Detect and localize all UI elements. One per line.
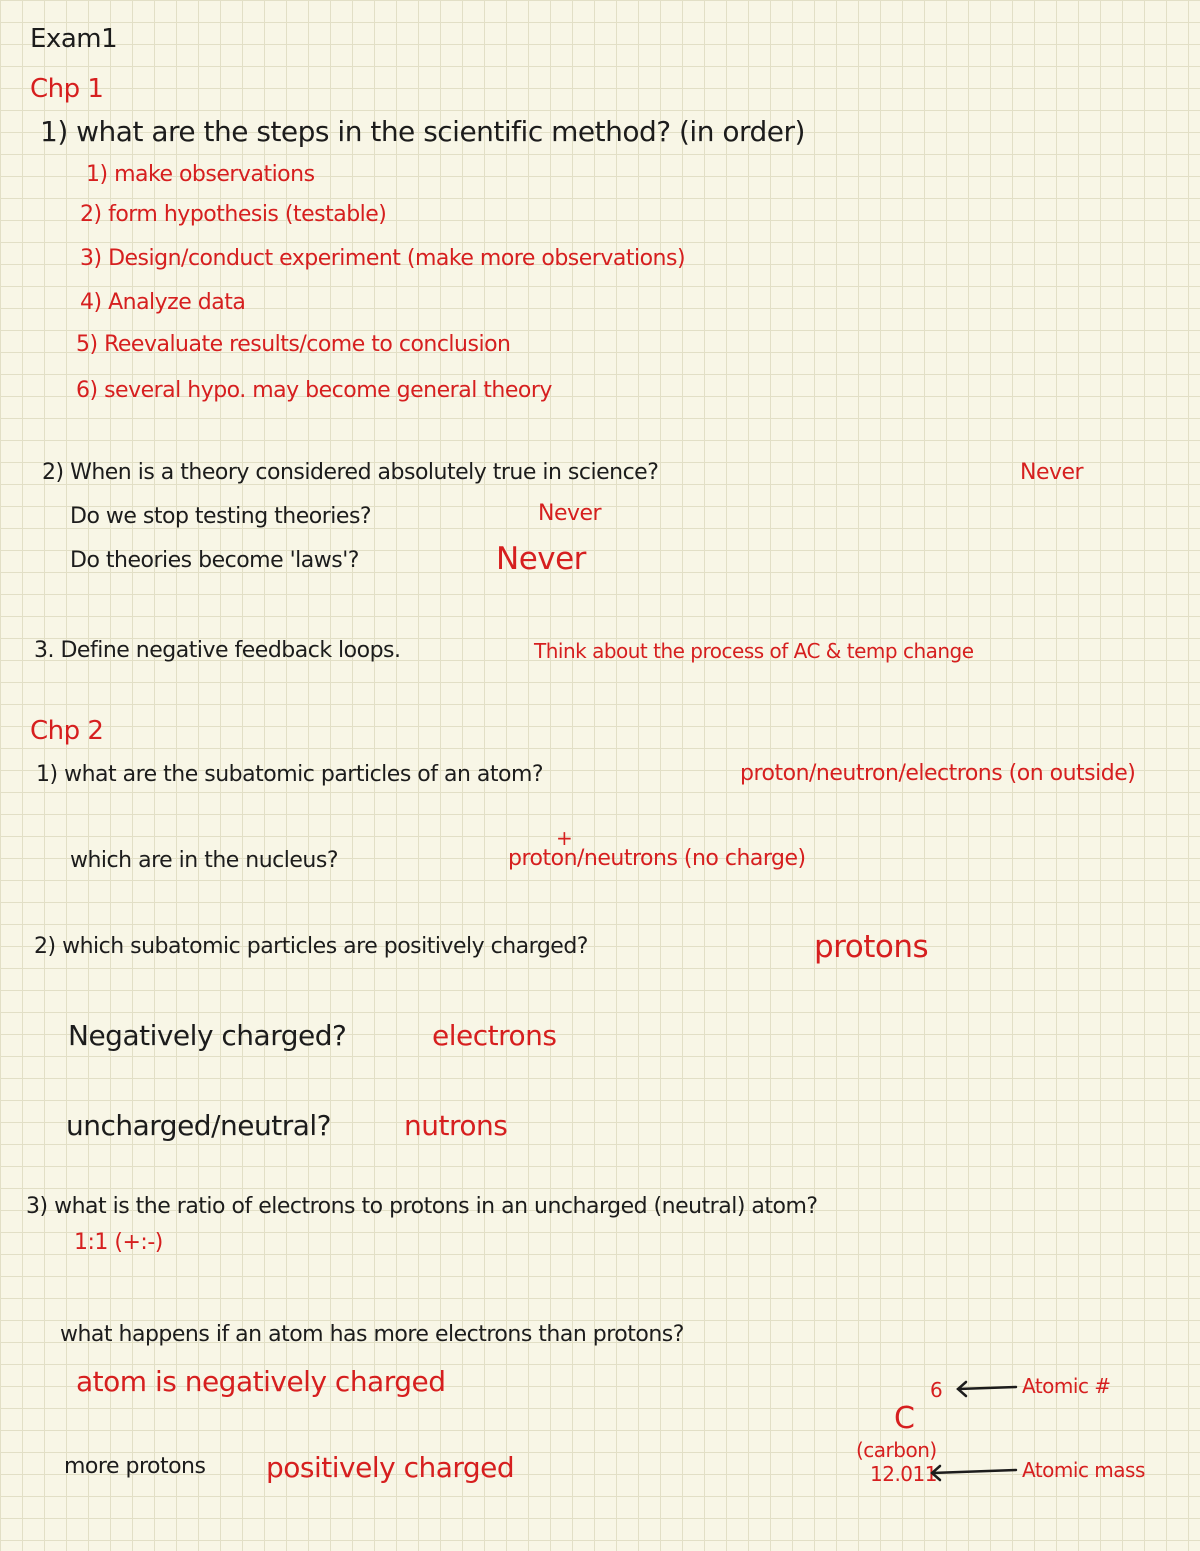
chp1-answer-2b: Never — [538, 501, 602, 526]
chp1-question-2c: Do theories become 'laws'? — [70, 548, 359, 573]
chp1-q1-step: 5) Reevaluate results/come to conclusion — [76, 332, 511, 357]
chp2-question-3: 3) what is the ratio of electrons to protons in an uncharged (neutral) atom? — [26, 1194, 818, 1219]
chp2-question-1: 1) what are the subatomic particles of an atom? — [36, 762, 544, 787]
chp1-q1-step: 4) Analyze data — [80, 290, 246, 315]
chp1-question-2: 2) When is a theory considered absolutely true in science? — [42, 460, 659, 485]
chp2-question-3b: what happens if an atom has more electrons than protons? — [60, 1322, 684, 1347]
chp1-question-1: 1) what are the steps in the scientific method? (in order) — [40, 115, 805, 148]
chp1-question-2b: Do we stop testing theories? — [70, 504, 372, 529]
chp2-answer-1: proton/neutron/electrons (on outside) — [740, 763, 1136, 785]
chp1-q1-step: 2) form hypothesis (testable) — [80, 202, 387, 227]
atomic-mass-label: Atomic mass — [1022, 1458, 1145, 1482]
chp2-answer-2c: nutrons — [404, 1109, 508, 1142]
chp2-question-2: 2) which subatomic particles are positively charged? — [34, 934, 588, 959]
chp1-answer-2: Never — [1020, 460, 1084, 485]
element-symbol: C — [894, 1401, 915, 1436]
chp2-answer-2b: electrons — [432, 1019, 557, 1052]
chp2-answer-3: 1:1 (+:-) — [74, 1230, 163, 1255]
chp2-answer-1b: proton/neutrons (no charge) — [508, 846, 806, 871]
element-name: (carbon) — [856, 1438, 937, 1462]
page-title: Exam1 — [30, 24, 118, 54]
arrow-to-atomic-mass — [932, 1470, 1016, 1473]
chp2-question-1b: which are in the nucleus? — [70, 848, 339, 873]
chp2-question-2c: uncharged/neutral? — [66, 1109, 332, 1142]
chp1-q1-step: 3) Design/conduct experiment (make more observations) — [80, 246, 686, 271]
chp2-answer-3c: positively charged — [266, 1451, 515, 1484]
chp2-question-2b: Negatively charged? — [68, 1019, 347, 1052]
chp1-answer-3: Think about the process of AC & temp change — [534, 639, 974, 663]
atomic-mass-value: 12.011 — [870, 1462, 937, 1486]
arrow-to-atomic-number — [958, 1387, 1016, 1389]
chp2-answer-3b: atom is negatively charged — [76, 1365, 446, 1398]
chp2-answer-2: protons — [814, 929, 929, 965]
chp1-q1-step: 1) make observations — [86, 162, 315, 187]
chp1-answer-2c: Never — [496, 541, 586, 577]
atomic-number-label: Atomic # — [1022, 1374, 1111, 1398]
chp2-question-3c: more protons — [64, 1454, 206, 1479]
atomic-number-value: 6 — [930, 1378, 943, 1402]
plus-mark: + — [556, 826, 573, 850]
chapter-2-heading: Chp 2 — [30, 716, 104, 746]
chp1-q1-step: 6) several hypo. may become general theory — [76, 378, 552, 403]
chp1-question-3: 3. Define negative feedback loops. — [34, 638, 401, 663]
chapter-1-heading: Chp 1 — [30, 74, 104, 104]
